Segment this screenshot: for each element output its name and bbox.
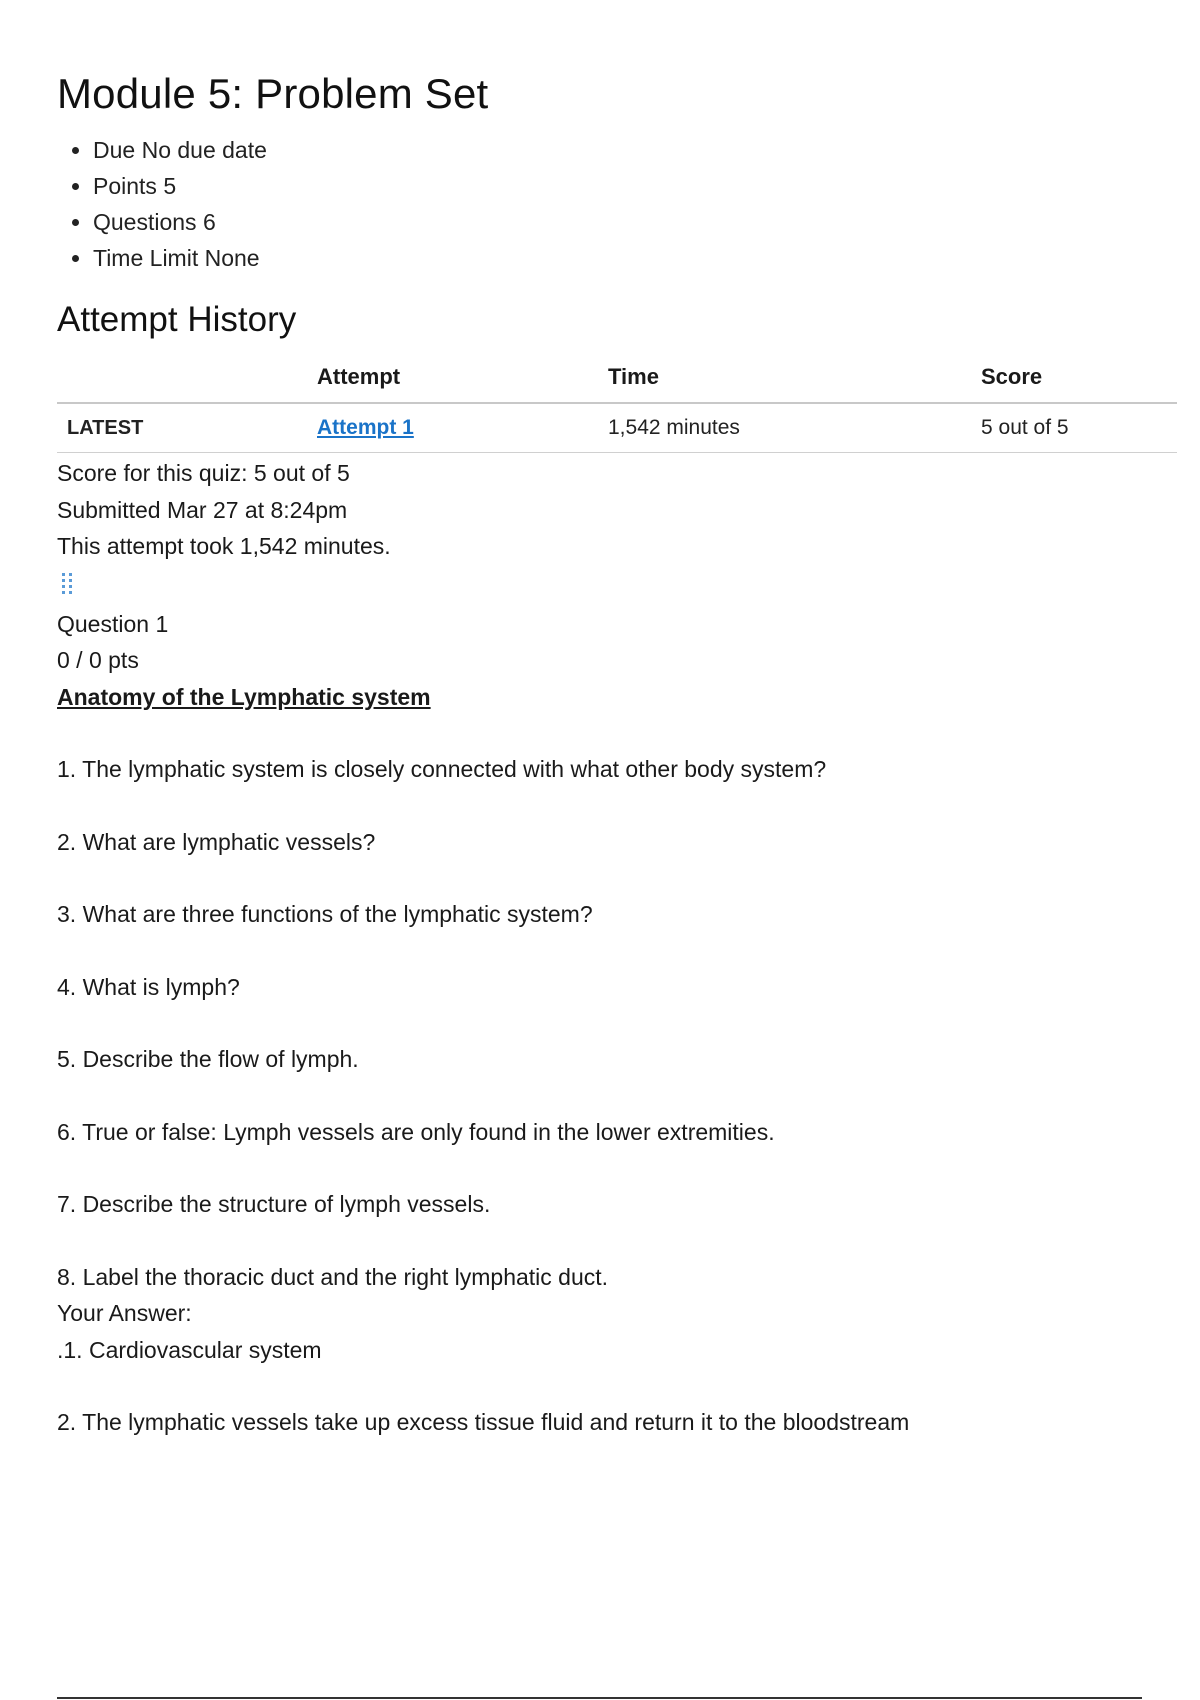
question-item: 4. What is lymph? (57, 973, 240, 1000)
quiz-page (57, 70, 1177, 1441)
bottom-divider (57, 1697, 1142, 1699)
question-item: 5. Describe the flow of lymph. (57, 1046, 359, 1072)
submitted-line: Submitted Mar 27 at 8:24pm (57, 496, 348, 523)
question-points: 0 / 0 pts (57, 647, 139, 673)
page-title: Module 5: Problem Set (57, 70, 489, 117)
your-answer-label: Your Answer: (57, 1300, 192, 1326)
quiz-score-line: Score for this quiz: 5 out of 5 (57, 460, 350, 486)
quiz-meta-list (57, 132, 1177, 276)
answer-line: .1. Cardiovascular system (57, 1336, 322, 1363)
meta-due: • Due No due date (93, 132, 1177, 168)
attempt-time: 1,542 minutes (600, 403, 973, 453)
meta-questions: • Questions 6 (93, 204, 1177, 240)
column-header-attempt: Attempt (309, 358, 600, 403)
attempt-duration-line: This attempt took 1,542 minutes. (57, 533, 391, 559)
question-item: 2. What are lymphatic vessels? (57, 828, 376, 855)
question-topic: Anatomy of the Lymphatic system (57, 683, 431, 710)
question-item: 3. What are three functions of the lymphatic system? (57, 901, 593, 927)
question-item: 7. Describe the structure of lymph vessels. (57, 1191, 491, 1217)
attempt-1-link[interactable]: Attempt 1 (317, 416, 414, 439)
question-number: Question 1 (57, 610, 169, 637)
question-item: 6. True or false: Lymph vessels are only found in the lower extremities. (57, 1118, 775, 1145)
table-header-row (57, 358, 1177, 403)
attempt-score: 5 out of 5 (973, 403, 1177, 453)
column-header-score: Score (973, 358, 1177, 403)
question-item: 1. The lymphatic system is closely connected with what other body system? (57, 756, 827, 782)
column-header-time: Time (600, 358, 973, 403)
meta-time-limit: • Time Limit None (93, 240, 1177, 276)
attempt-cell (309, 403, 600, 453)
column-header-status (57, 358, 309, 403)
table-row (57, 403, 1177, 453)
question-item: 8. Label the thoracic duct and the right lymphatic duct. (57, 1263, 609, 1290)
attempt-history-heading: Attempt History (57, 300, 297, 339)
attempt-history-table (57, 358, 1177, 453)
drag-handle-icon[interactable] (61, 571, 75, 597)
meta-points: • Points 5 (93, 168, 1177, 204)
answer-line: 2. The lymphatic vessels take up excess tissue fluid and return it to the bloodstream (57, 1409, 910, 1435)
attempt-status-latest: LATEST (57, 403, 309, 453)
